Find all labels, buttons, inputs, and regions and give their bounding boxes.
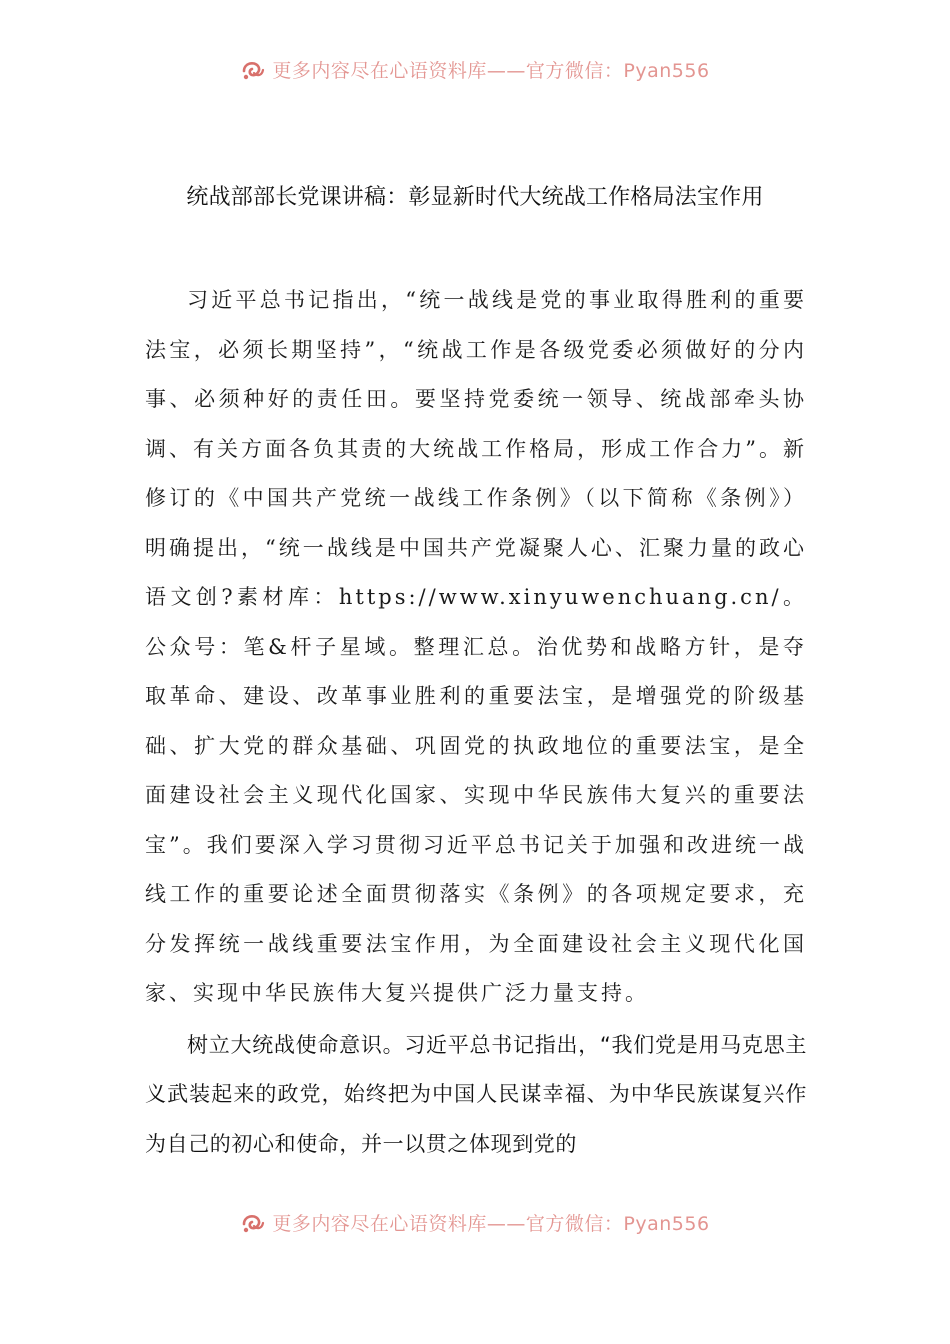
document-body [145,276,807,1169]
watermark-logo-icon [240,57,266,83]
watermark-text: 更多内容尽在心语资料库——官方微信：Pyan556 [272,1213,710,1235]
paragraph: 树立大统战使命意识。习近平总书记指出，“我们党是用马克思主义武装起来的政党，始终把为中国人民谋幸福、为中华民族谋复兴作为自己的初心和使命，并一以贯之体现到党的 [145,1032,807,1156]
paragraph: 习近平总书记指出，“统一战线是党的事业取得胜利的重要法宝，必须长期坚持”，“统战工作是各级党委必须做好的分内事、必须种好的责任田。要坚持党委统一领导、统战部牵头协调、有关方面各负其责的大统战工作格局，形成工作合力”。新修订的《中国共产党统一战线工作条例》（以下简称《条例》）明确提出，“统一战线是中国共产党凝聚人心、汇聚力量的政心语文创?素材库：https://www.xinyuwenchuang.cn/。公众号：笔&杆子星域。整理汇总。治优势和战略方针，是夺取革命、建设、改革事业胜利的重要法宝，是增强党的阶级基础、扩大党的群众基础、巩固党的执政地位的重要法宝，是全面建设社会主义现代化国家、实现中华民族伟大复兴的重要法宝”。我们要深入学习贯彻习近平总书记关于加强和改进统一战线工作的重要论述全面贯彻落实《条例》的各项规定要求，充分发挥统一战线重要法宝作用，为全面建设社会主义现代化国家、实现中华民族伟大复兴提供广泛力量支持。 [145,288,807,1005]
watermark-header [0,56,950,83]
watermark-logo-icon [240,1210,266,1236]
document-title: 统战部部长党课讲稿：彰显新时代大统战工作格局法宝作用 [186,185,764,210]
watermark-footer [0,1209,950,1236]
watermark-text: 更多内容尽在心语资料库——官方微信：Pyan556 [272,60,710,82]
